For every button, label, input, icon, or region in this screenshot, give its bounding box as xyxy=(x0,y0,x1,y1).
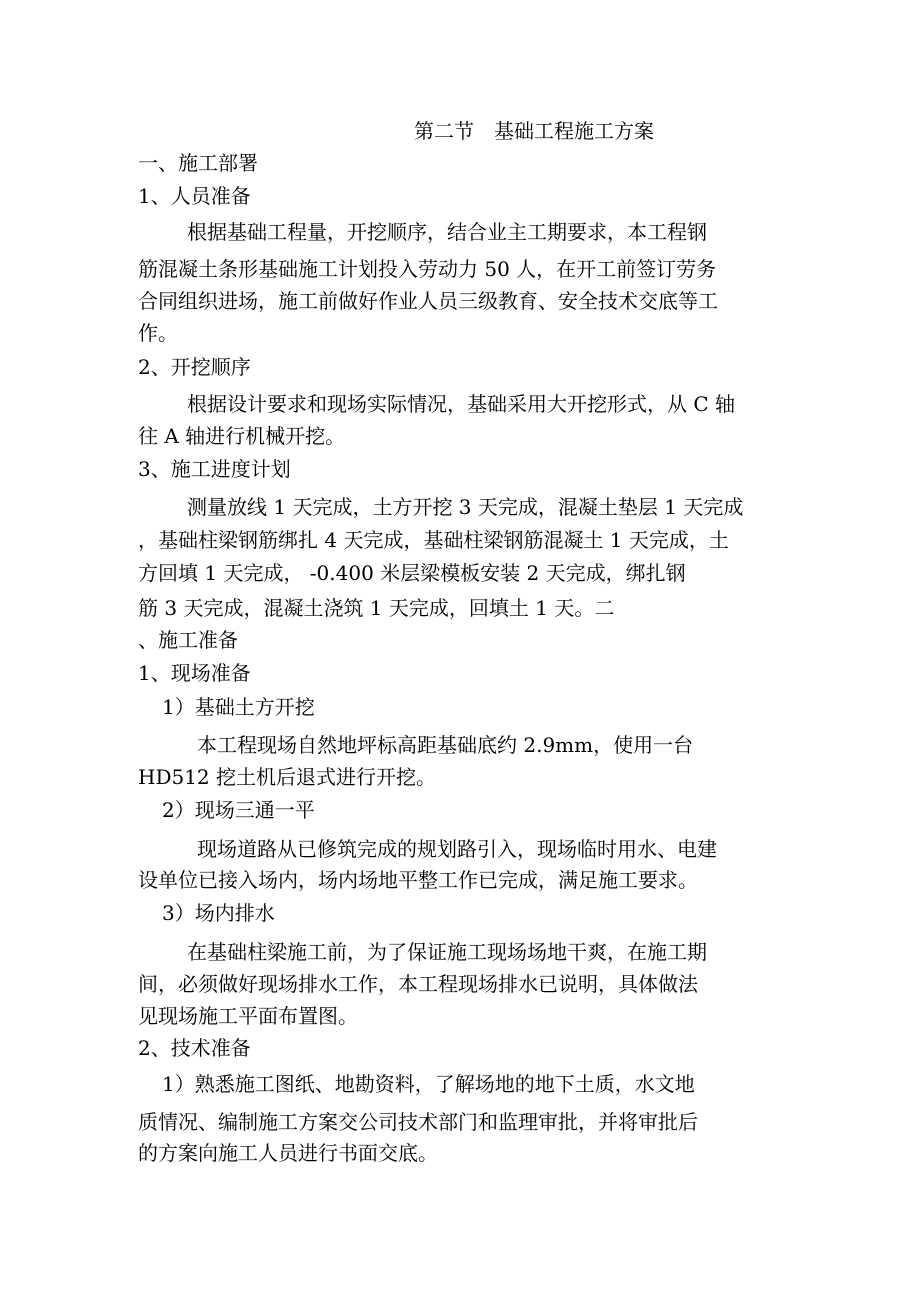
paragraph-line: 质情况、编制施工方案交公司技术部门和监理审批，并将审批后 xyxy=(138,1110,698,1134)
subheading-excavation-order: 2、开挖顺序 xyxy=(138,355,251,379)
paragraph-line: 设单位已接入场内，场内场地平整工作已完成，满足施工要求。 xyxy=(138,868,698,892)
paragraph-line: 根据设计要求和现场实际情况，基础采用大开挖形式，从 C 轴 xyxy=(187,392,736,416)
paragraph-line: 在基础柱梁施工前，为了保证施工现场场地干爽，在施工期 xyxy=(187,940,707,964)
heading-preparation: 、施工准备 xyxy=(138,628,238,652)
paragraph-line: 根据基础工程量，开挖顺序，结合业主工期要求，本工程钢 xyxy=(187,220,707,244)
paragraph-line: 往 A 轴进行机械开挖。 xyxy=(138,424,346,448)
paragraph-line: 现场道路从已修筑完成的规划路引入，现场临时用水、电建 xyxy=(197,837,717,861)
subheading-personnel: 1、人员准备 xyxy=(138,184,251,208)
paragraph-line: ，基础柱梁钢筋绑扎 4 天完成，基础柱梁钢筋混凝土 1 天完成，土 xyxy=(138,528,729,552)
item-site-utilities: 2）现场三通一平 xyxy=(162,798,315,822)
paragraph-line: 测量放线 1 天完成，土方开挖 3 天完成，混凝土垫层 1 天完成 xyxy=(187,495,744,519)
subheading-schedule: 3、施工进度计划 xyxy=(138,457,291,481)
item-drawings: 1）熟悉施工图纸、地勘资料，了解场地的地下土质，水文地 xyxy=(162,1072,695,1096)
subheading-technical-preparation: 2、技术准备 xyxy=(138,1036,251,1060)
paragraph-line: 筋混凝土条形基础施工计划投入劳动力 50 人，在开工前签订劳务 xyxy=(138,257,717,281)
paragraph-line: 见现场施工平面布置图。 xyxy=(138,1004,358,1028)
subheading-site-preparation: 1、现场准备 xyxy=(138,661,251,685)
heading-deployment: 一、施工部署 xyxy=(138,151,258,175)
paragraph-line: 方回填 1 天完成， -0.400 米层梁模板安装 2 天完成，绑扎钢 xyxy=(138,561,686,585)
paragraph-line: 间，必须做好现场排水工作，本工程现场排水已说明，具体做法 xyxy=(138,972,698,996)
paragraph-line: HD512 挖土机后退式进行开挖。 xyxy=(138,765,437,789)
item-earthwork: 1）基础土方开挖 xyxy=(162,695,315,719)
paragraph-line: 的方案向施工人员进行书面交底。 xyxy=(138,1141,438,1165)
section-title: 第二节 基础工程施工方案 xyxy=(414,119,654,143)
paragraph-line: 作。 xyxy=(138,321,178,345)
paragraph-line: 合同组织进场，施工前做好作业人员三级教育、安全技术交底等工 xyxy=(138,289,718,313)
item-drainage: 3）场内排水 xyxy=(162,901,275,925)
paragraph-line: 本工程现场自然地坪标高距基础底约 2.9mm，使用一台 xyxy=(197,733,694,757)
paragraph-line: 筋 3 天完成，混凝土浇筑 1 天完成，回填土 1 天。二 xyxy=(138,596,615,620)
